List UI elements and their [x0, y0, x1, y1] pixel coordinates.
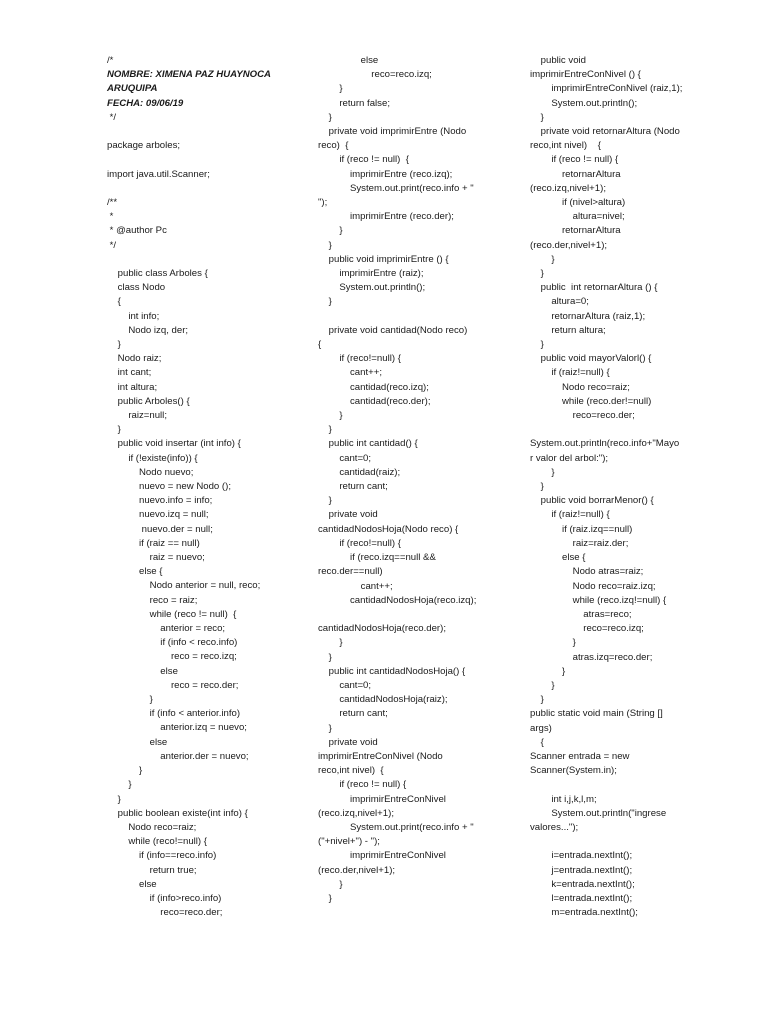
code-line: }	[530, 339, 544, 351]
code-line: while (reco!=null) {	[107, 836, 207, 848]
code-line: raiz=null;	[107, 410, 167, 422]
code-line: */	[107, 239, 117, 251]
code-line: reco=reco.der;	[530, 410, 635, 422]
code-line: cant=0;	[318, 452, 372, 464]
code-line: public void insertar (int info) {	[107, 438, 241, 450]
code-line: imprimirEntre (raiz);	[318, 268, 424, 280]
code-line: nuevo.info = info;	[107, 495, 213, 507]
code-line: private void retornarAltura (Nodo	[530, 126, 680, 138]
code-line: ARUQUIPA	[107, 83, 158, 95]
code-line: public boolean existe(int info) {	[107, 807, 248, 819]
code-line: Nodo reco=raiz;	[530, 381, 630, 393]
code-line: (reco.izq,nivel+1);	[530, 182, 606, 194]
code-line: NOMBRE: XIMENA PAZ HUAYNOCA	[107, 69, 271, 81]
code-line: raiz=raiz.der;	[530, 537, 629, 549]
code-line: }	[530, 111, 544, 123]
code-line: Nodo anterior = null, reco;	[107, 580, 261, 592]
code-line: }	[318, 83, 343, 95]
code-line: l=entrada.nextInt();	[530, 892, 633, 904]
code-line: else {	[530, 552, 586, 564]
code-line: retornarAltura	[530, 225, 621, 237]
code-line: int i,j,k,l,m;	[530, 793, 597, 805]
code-line: if (info==reco.info)	[107, 850, 217, 862]
code-line: if (raiz.izq==null)	[530, 523, 633, 535]
code-line: else	[107, 878, 157, 890]
code-line: else	[107, 665, 178, 677]
code-line: atras.izq=reco.der;	[530, 651, 653, 663]
code-line: reco) {	[318, 140, 349, 152]
code-line: cant++;	[318, 580, 393, 592]
code-line: public static void main (String []	[530, 708, 663, 720]
code-line: }	[318, 239, 332, 251]
code-line: reco=reco.der;	[107, 907, 223, 919]
code-line: if (reco != null) {	[318, 779, 407, 791]
code-line: }	[107, 339, 121, 350]
code-line: cantidad(raiz);	[318, 466, 401, 478]
code-line: {	[530, 736, 544, 748]
code-line: public void mayorValorl() {	[530, 353, 652, 365]
code-line: public int cantidad() {	[318, 438, 418, 450]
code-column-right	[530, 54, 720, 920]
code-line: if (raiz!=null) {	[530, 367, 610, 379]
code-line: return cant;	[318, 708, 388, 720]
code-line: package arboles;	[107, 140, 181, 152]
code-line: *	[107, 211, 114, 223]
code-line: cantidadNodosHoja(reco.izq);	[318, 594, 477, 606]
code-line: }	[530, 679, 555, 691]
code-line: System.out.println();	[318, 282, 426, 294]
code-line: Nodo atras=raiz;	[530, 566, 644, 578]
code-line: System.out.print(reco.info + "	[318, 182, 474, 194]
code-line: if (reco.izq==null &&	[318, 552, 436, 564]
code-line: return cant;	[318, 481, 388, 493]
code-line: reco=reco.izq;	[318, 69, 432, 81]
code-line: /*	[107, 55, 114, 66]
code-line: Nodo izq, der;	[107, 324, 189, 336]
code-line: }	[318, 651, 332, 663]
code-line: (reco.der,nivel+1);	[530, 239, 608, 251]
code-line: }	[318, 495, 332, 507]
code-line: }	[318, 424, 332, 436]
code-line: private void cantidad(Nodo reco)	[318, 324, 468, 336]
code-line: Nodo nuevo;	[107, 466, 194, 478]
code-line: private void imprimirEntre (Nodo	[318, 126, 467, 138]
code-line: nuevo = new Nodo ();	[107, 481, 231, 493]
code-line: atras=reco;	[530, 608, 632, 620]
code-line: imprimirEntreConNivel (raiz,1);	[530, 83, 683, 95]
code-line: import java.util.Scanner;	[107, 168, 210, 180]
code-line: while (reco.izq!=null) {	[530, 594, 667, 606]
code-line: Nodo raiz;	[107, 353, 162, 365]
code-line: reco,int nivel) {	[530, 140, 601, 152]
code-line	[107, 182, 297, 196]
code-line: nuevo.der = null;	[107, 523, 213, 535]
code-line: imprimirEntre (reco.der);	[318, 211, 454, 223]
code-line: cantidadNodosHoja(Nodo reco) {	[318, 523, 459, 535]
code-line: int altura;	[107, 381, 158, 393]
code-line: Scanner(System.in);	[530, 765, 617, 777]
code-line: reco,int nivel) {	[318, 765, 384, 777]
code-line: nuevo.izq = null;	[107, 509, 209, 521]
code-line: FECHA: 09/06/19	[107, 97, 184, 109]
code-line	[530, 778, 720, 792]
code-line: private void	[318, 509, 378, 521]
code-line: reco=reco.izq;	[530, 623, 644, 635]
code-line: * @author Pc	[107, 225, 167, 237]
code-line: private void	[318, 736, 378, 748]
code-line: if (reco != null) {	[530, 154, 619, 166]
code-line	[107, 253, 297, 267]
code-line	[530, 423, 720, 437]
code-line: imprimirEntre (reco.izq);	[318, 168, 453, 180]
code-line: Scanner entrada = new	[530, 750, 630, 762]
code-line: m=entrada.nextInt();	[530, 907, 638, 919]
code-line: cantidadNodosHoja(reco.der);	[318, 623, 446, 635]
code-line: cant++;	[318, 367, 382, 379]
code-line: }	[107, 424, 121, 436]
code-line: cantidad(reco.izq);	[318, 381, 429, 393]
code-line: }	[318, 722, 332, 734]
code-line: public void imprimirEntre () {	[318, 253, 449, 265]
code-line: if (reco != null) {	[318, 154, 409, 166]
code-line: imprimirEntreConNivel () {	[530, 69, 641, 81]
code-line: public int retornarAltura () {	[530, 282, 658, 294]
code-line: args)	[530, 722, 552, 734]
code-line: reco = raiz;	[107, 594, 198, 606]
code-line: public int cantidadNodosHoja() {	[318, 665, 466, 677]
code-column-middle	[318, 54, 510, 906]
code-line: }	[530, 253, 555, 265]
code-line: (reco.der,nivel+1);	[318, 864, 396, 876]
code-line: Nodo reco=raiz.izq;	[530, 580, 656, 592]
code-line	[318, 310, 510, 324]
code-line: }	[318, 637, 343, 649]
code-line: }	[318, 892, 332, 904]
code-line: int info;	[107, 310, 160, 322]
code-line: (reco.izq,nivel+1);	[318, 807, 394, 819]
code-line	[107, 153, 297, 167]
code-line: altura=nivel;	[530, 211, 625, 223]
code-line: public void	[530, 55, 586, 66]
code-line	[318, 608, 510, 622]
code-line: if (!existe(info)) {	[107, 452, 198, 464]
code-line: raiz = nuevo;	[107, 552, 205, 564]
code-line	[530, 835, 720, 849]
code-line: if (reco!=null) {	[318, 353, 401, 365]
code-line: }	[530, 481, 544, 493]
code-line: if (info>reco.info)	[107, 892, 222, 904]
code-line: k=entrada.nextInt();	[530, 878, 635, 890]
code-line: }	[530, 268, 544, 280]
code-line: ");	[318, 197, 328, 209]
code-line: Nodo reco=raiz;	[107, 821, 197, 833]
code-line: System.out.print(reco.info + "	[318, 821, 474, 833]
code-line: return false;	[318, 97, 390, 109]
code-line: else {	[107, 566, 163, 578]
code-line: int cant;	[107, 367, 152, 379]
code-line: }	[318, 225, 343, 237]
code-line: i=entrada.nextInt();	[530, 850, 633, 862]
code-line: reco = reco.izq;	[107, 651, 237, 663]
code-line: }	[530, 637, 576, 649]
code-line: reco.der==null)	[318, 566, 383, 578]
code-line: retornarAltura (raiz,1);	[530, 310, 646, 322]
code-column-left	[107, 54, 297, 920]
code-line: }	[107, 793, 121, 805]
code-line: public class Arboles {	[107, 267, 208, 279]
code-line: cant=0;	[318, 679, 372, 691]
code-line: }	[318, 296, 332, 308]
code-line: if (raiz!=null) {	[530, 509, 610, 521]
code-line	[107, 125, 297, 139]
code-line: }	[318, 111, 332, 123]
code-line: }	[107, 694, 153, 706]
code-line: anterior.izq = nuevo;	[107, 722, 247, 734]
code-line: else	[107, 736, 168, 748]
code-line: while (reco != null) {	[107, 608, 237, 620]
code-line: cantidad(reco.der);	[318, 395, 431, 407]
code-line: System.out.println(reco.info+"Mayo	[530, 438, 680, 450]
code-line: j=entrada.nextInt();	[530, 864, 633, 876]
code-line: anterior.der = nuevo;	[107, 750, 249, 762]
code-line: }	[107, 779, 132, 791]
code-line: }	[530, 665, 566, 677]
code-line: /**	[107, 196, 118, 208]
code-line: public void borrarMenor() {	[530, 495, 654, 507]
code-line: }	[318, 410, 343, 422]
code-line: imprimirEntreConNivel	[318, 793, 446, 805]
code-line: else	[318, 55, 379, 66]
code-line: }	[318, 878, 343, 890]
code-line: */	[107, 111, 117, 123]
code-line: }	[530, 694, 544, 706]
code-line: if (info < anterior.info)	[107, 708, 241, 720]
code-line: retornarAltura	[530, 168, 621, 180]
code-line: r valor del arbol:");	[530, 452, 609, 464]
code-line: while (reco.der!=null)	[530, 395, 652, 407]
code-line: if (raiz == null)	[107, 537, 200, 549]
code-line: {	[107, 296, 121, 308]
code-line: reco = reco.der;	[107, 679, 239, 691]
code-line: altura=0;	[530, 296, 589, 308]
code-line: cantidadNodosHoja(raiz);	[318, 694, 448, 706]
code-line: ("+nivel+") - ");	[318, 836, 380, 848]
code-line: if (info < reco.info)	[107, 637, 238, 649]
code-line: System.out.println();	[530, 97, 638, 109]
code-line: System.out.println("ingrese	[530, 807, 667, 819]
code-line: return true;	[107, 864, 197, 876]
code-line: class Nodo	[107, 282, 166, 294]
code-line: imprimirEntreConNivel (Nodo	[318, 750, 443, 762]
code-line: if (reco!=null) {	[318, 537, 401, 549]
code-line: if (nivel>altura)	[530, 197, 626, 209]
code-line: {	[318, 339, 322, 351]
code-line: imprimirEntreConNivel	[318, 850, 446, 862]
code-line: public Arboles() {	[107, 395, 190, 407]
code-line: return altura;	[530, 324, 606, 336]
code-line: anterior = reco;	[107, 623, 226, 635]
code-line: }	[107, 765, 143, 777]
code-line: }	[530, 466, 555, 478]
code-line: valores...");	[530, 821, 579, 833]
